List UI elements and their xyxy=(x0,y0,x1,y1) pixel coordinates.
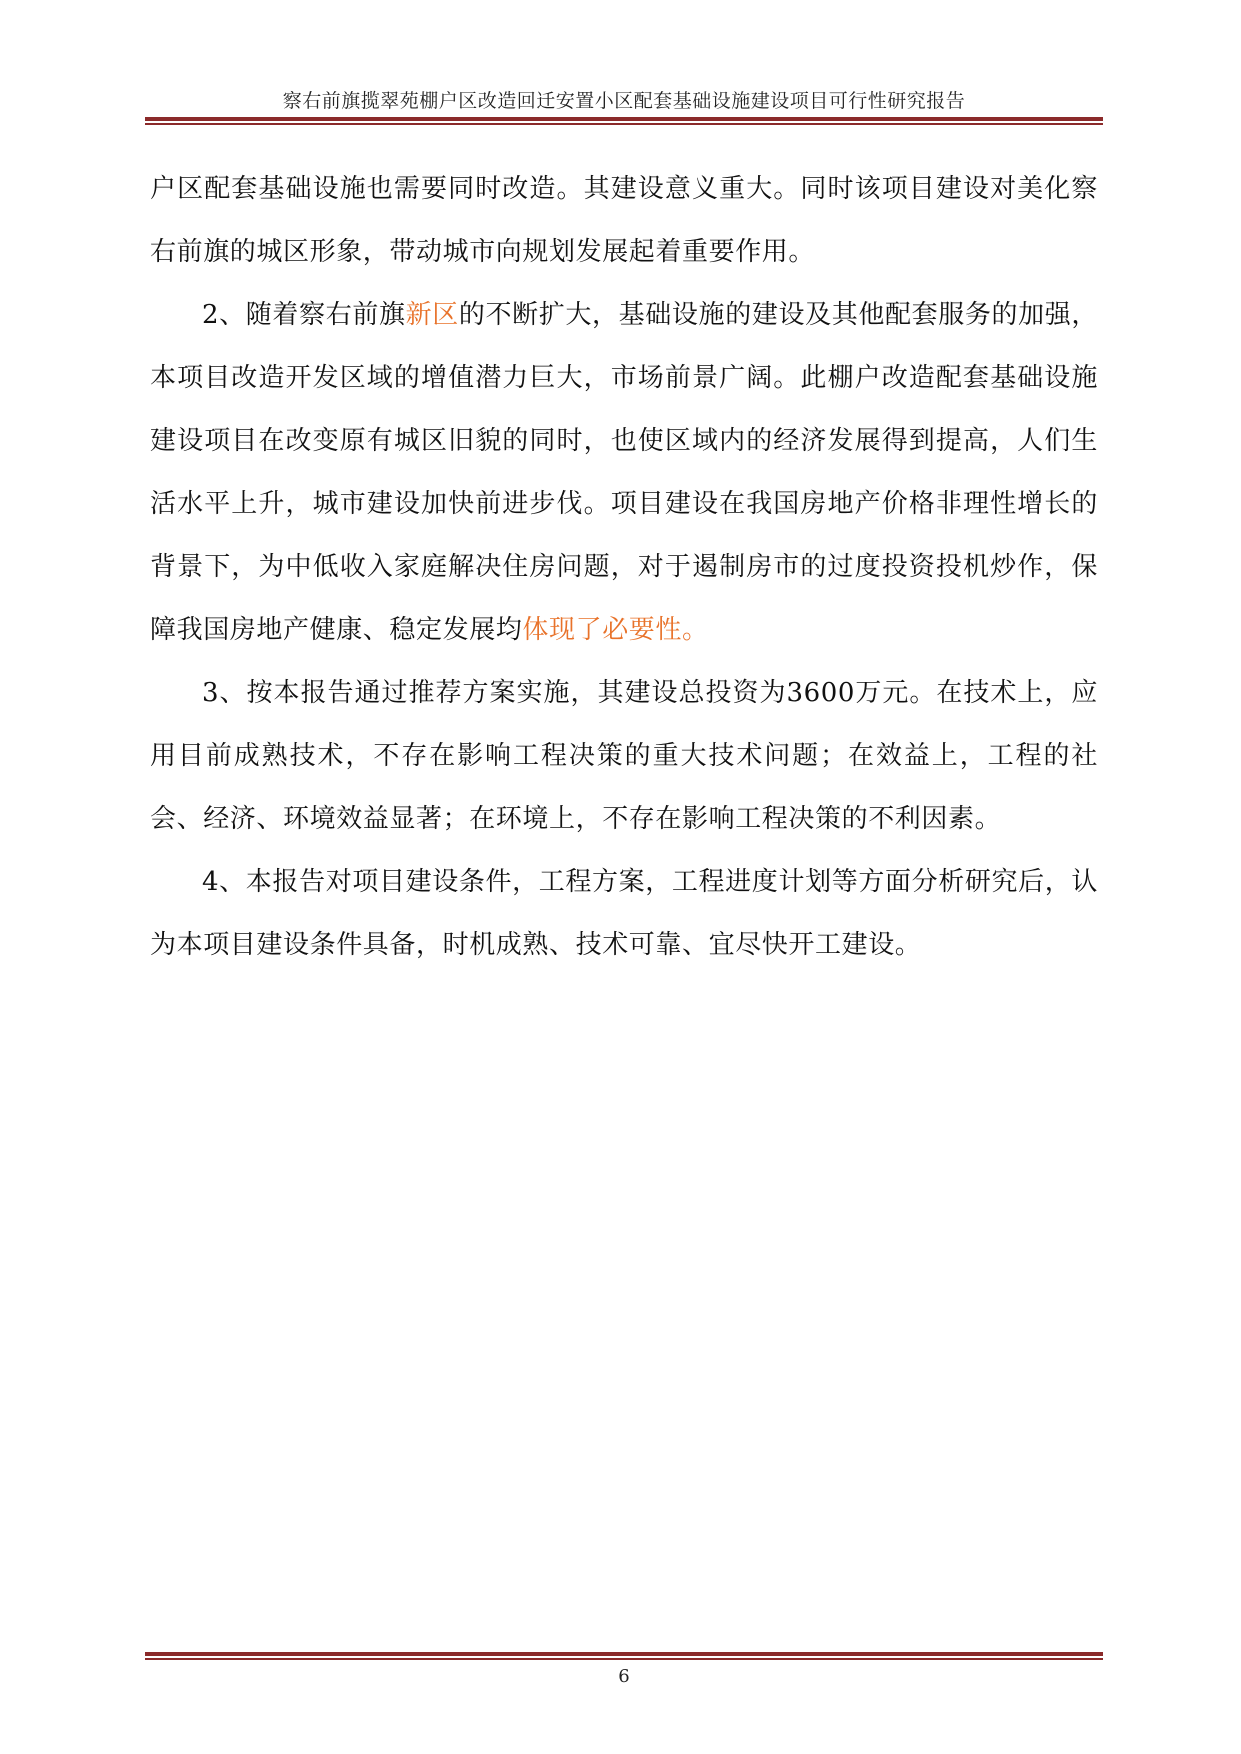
paragraph-4: 4、本报告对项目建设条件，工程方案，工程进度计划等方面分析研究后，认为本项目建设条件具备，时机成熟、技术可靠、宜尽快开工建设。 xyxy=(150,867,1098,960)
paragraph-2-text-middle: 的不断扩大，基础设施的建设及其他配套服务的加强，本项目改造开发区域的增值潜力巨大，市场前景广阔。此棚户改造配套基础设施建设项目在改变原有城区旧貌的同时，也使区域内的经济发展得到提高，人们生活水平上升，城市建设加快前进步伐。项目建设在我国房地产价格非理性增长的背景下，为中低收入家庭解决住房问题，对于遏制房市的过度投资投机炒作，保障我国房地产健康、稳定发展均 xyxy=(150,300,1099,645)
document-body xyxy=(150,158,1098,977)
paragraph-continuation: 户区配套基础设施也需要同时改造。其建设意义重大。同时该项目建设对美化察右前旗的城区形象，带动城市向规划发展起着重要作用。 xyxy=(150,174,1098,267)
highlight-necessity: 体现了必要性。 xyxy=(522,615,709,645)
page-number: 6 xyxy=(618,1666,630,1687)
highlight-new-district: 新区 xyxy=(405,300,459,330)
footer-rule-thick xyxy=(145,1652,1103,1656)
paragraph-2 xyxy=(150,284,1098,662)
header-rule-thin xyxy=(145,123,1103,125)
header-rule xyxy=(145,117,1103,125)
header-title: 察右前旗揽翠苑棚户区改造回迁安置小区配套基础设施建设项目可行性研究报告 xyxy=(282,90,966,112)
footer-rule xyxy=(145,1652,1103,1660)
header-rule-thick xyxy=(145,117,1103,121)
footer-rule-thin xyxy=(145,1658,1103,1660)
paragraph-2-text-start: 2、随着察右前旗 xyxy=(202,300,406,330)
paragraph-3: 3、按本报告通过推荐方案实施，其建设总投资为3600万元。在技术上，应用目前成熟技术，不存在影响工程决策的重大技术问题；在效益上，工程的社会、经济、环境效益显著；在环境上，不存在影响工程决策的不利因素。 xyxy=(150,678,1098,834)
